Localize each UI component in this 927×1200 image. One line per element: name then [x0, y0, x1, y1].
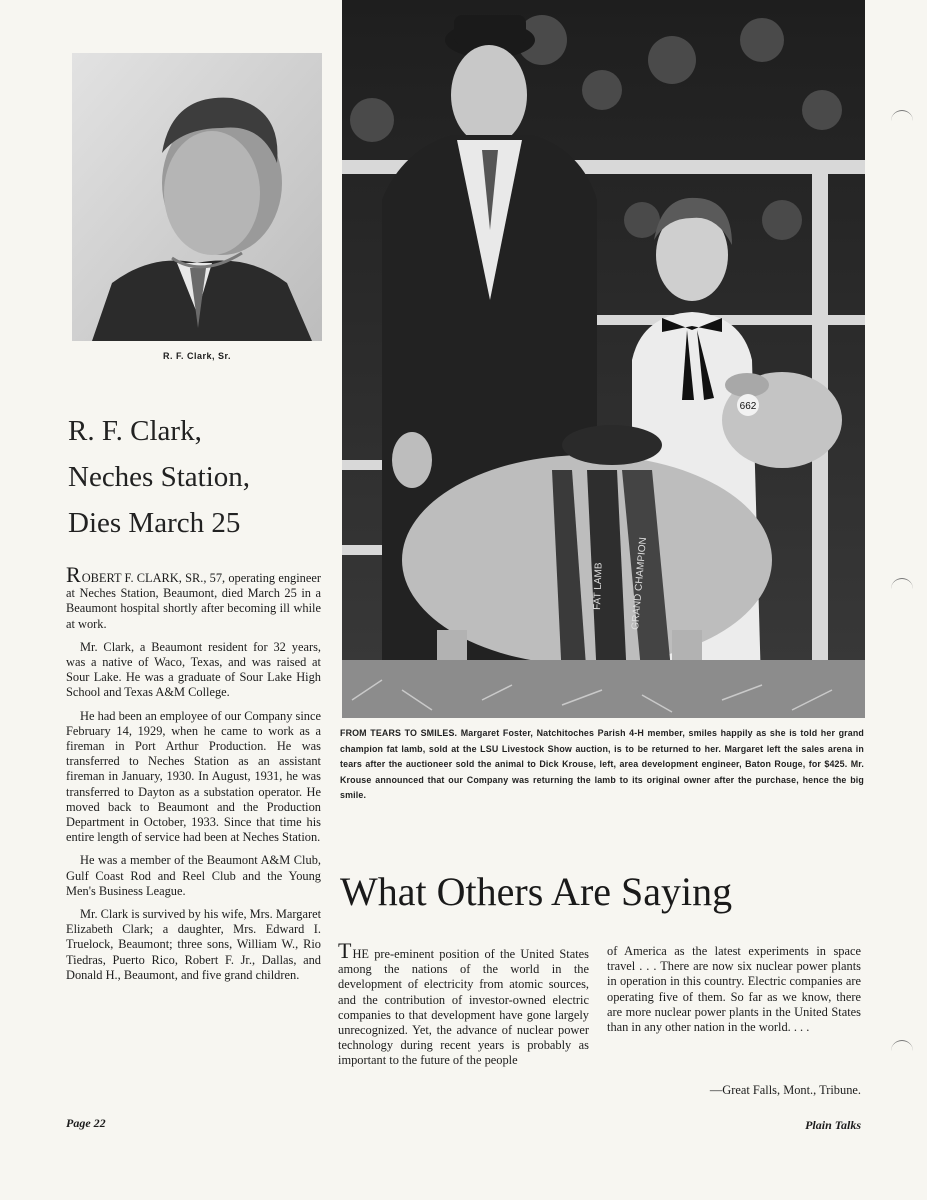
- lamb-photo-illustration: [342, 0, 865, 718]
- others-col2-paragraph: of America as the latest experiments in space travel . . . There are now six nuclear power plants in operation in this country. Electric companies are operating five of them. So far as we know, there are more nuclear power plants in the United States than in any other nation in the world. . . .: [607, 944, 861, 1035]
- obituary-paragraph-1: [66, 562, 321, 632]
- headline-line-3: Dies March 25: [68, 507, 241, 539]
- obituary-paragraph-4: He was a member of the Beaumont A&M Club, Gulf Coast Rod and Reel Club and the Young Men's Business League.: [66, 853, 321, 898]
- caption-body: Margaret Foster, Natchitoches Parish 4-H member, smiles happily as she is told her grand champion fat lamb, sold at the LSU Livestock Show auction, is to be returned to her. Margaret left the sales arena in tears after the auctioneer sold the animal to Dick Krouse, left, area development engineer, Baton Rouge, for $425. Mr. Krouse announced that our Company was returning the lamb to its original owner after the purchase, hence the big smile.: [340, 728, 864, 801]
- others-column-2: [607, 944, 861, 1043]
- portrait-illustration: [72, 53, 322, 341]
- others-col1-text: HE pre-eminent position of the United States among the nations of the world in the development of electricity from atomic sources, and the contribution of investor-owned electric companies to that development have gone largely unrecognized. Yet, the advance of nuclear power technology during recent years is probably as important to the future of the people: [338, 947, 589, 1068]
- lamb-tag-number: 662: [739, 401, 757, 412]
- others-column-1: [338, 938, 589, 1077]
- obituary-column: [66, 562, 322, 991]
- obituary-p1-text: OBERT F. CLARK, SR., 57, operating engineer at Neches Station, Beaumont, died March 25 in a Beaumont hospital shortly after becoming ill while at work.: [66, 571, 321, 631]
- publication-name: Plain Talks: [805, 1118, 861, 1132]
- lamb-photo-caption: [340, 726, 864, 804]
- obituary-paragraph-3: He had been an employee of our Company since February 14, 1929, when he came to work as a fireman in Port Arthur Production. He was transferred to Neches Station as an assistant fireman in January, 1930. In August, 1931, he was transferred to Dayton as a substation operator. He moved back to Beaumont and the Production Department in October, 1933. Since that time his entire length of service had been at Neches Station.: [66, 708, 321, 845]
- binder-mark-bottom: [891, 1040, 913, 1055]
- obituary-headline: [68, 408, 338, 546]
- caption-lead: FROM TEARS TO SMILES.: [340, 728, 458, 738]
- portrait-caption: R. F. Clark, Sr.: [162, 351, 232, 361]
- ribbon-grand-champion: GRAND CHAMPION: [630, 536, 650, 631]
- page-number: Page 22: [66, 1116, 106, 1130]
- others-source: —Great Falls, Mont., Tribune.: [709, 1083, 861, 1097]
- binder-mark-middle: [891, 578, 913, 593]
- ribbon-fat-lamb: FAT LAMB: [592, 562, 605, 611]
- binder-mark-top: [891, 110, 913, 125]
- obituary-paragraph-5: Mr. Clark is survived by his wife, Mrs. Margaret Elizabeth Clark; a daughter, Mrs. Edward I. Truelock, Beaumont; three sons, William W., Rio Tiedras, Puerto Rico, Robert F. Jr., Dallas, and Donald H., Beaumont, and five grand children.: [66, 907, 322, 982]
- others-col1-paragraph: [338, 938, 589, 1069]
- lamb-photo: [342, 0, 865, 718]
- others-dropcap: T: [338, 938, 352, 963]
- portrait-photo: [72, 53, 322, 341]
- obituary-paragraph-2: Mr. Clark, a Beaumont resident for 32 years, was a native of Waco, Texas, and was raised at Sour Lake. He was a graduate of Sour Lake High School and Texas A&M College.: [66, 639, 321, 700]
- others-title: What Others Are Saying: [340, 869, 733, 914]
- headline-line-2: Neches Station,: [68, 461, 251, 493]
- headline-line-1: R. F. Clark,: [68, 415, 202, 447]
- obituary-dropcap: R: [66, 562, 81, 587]
